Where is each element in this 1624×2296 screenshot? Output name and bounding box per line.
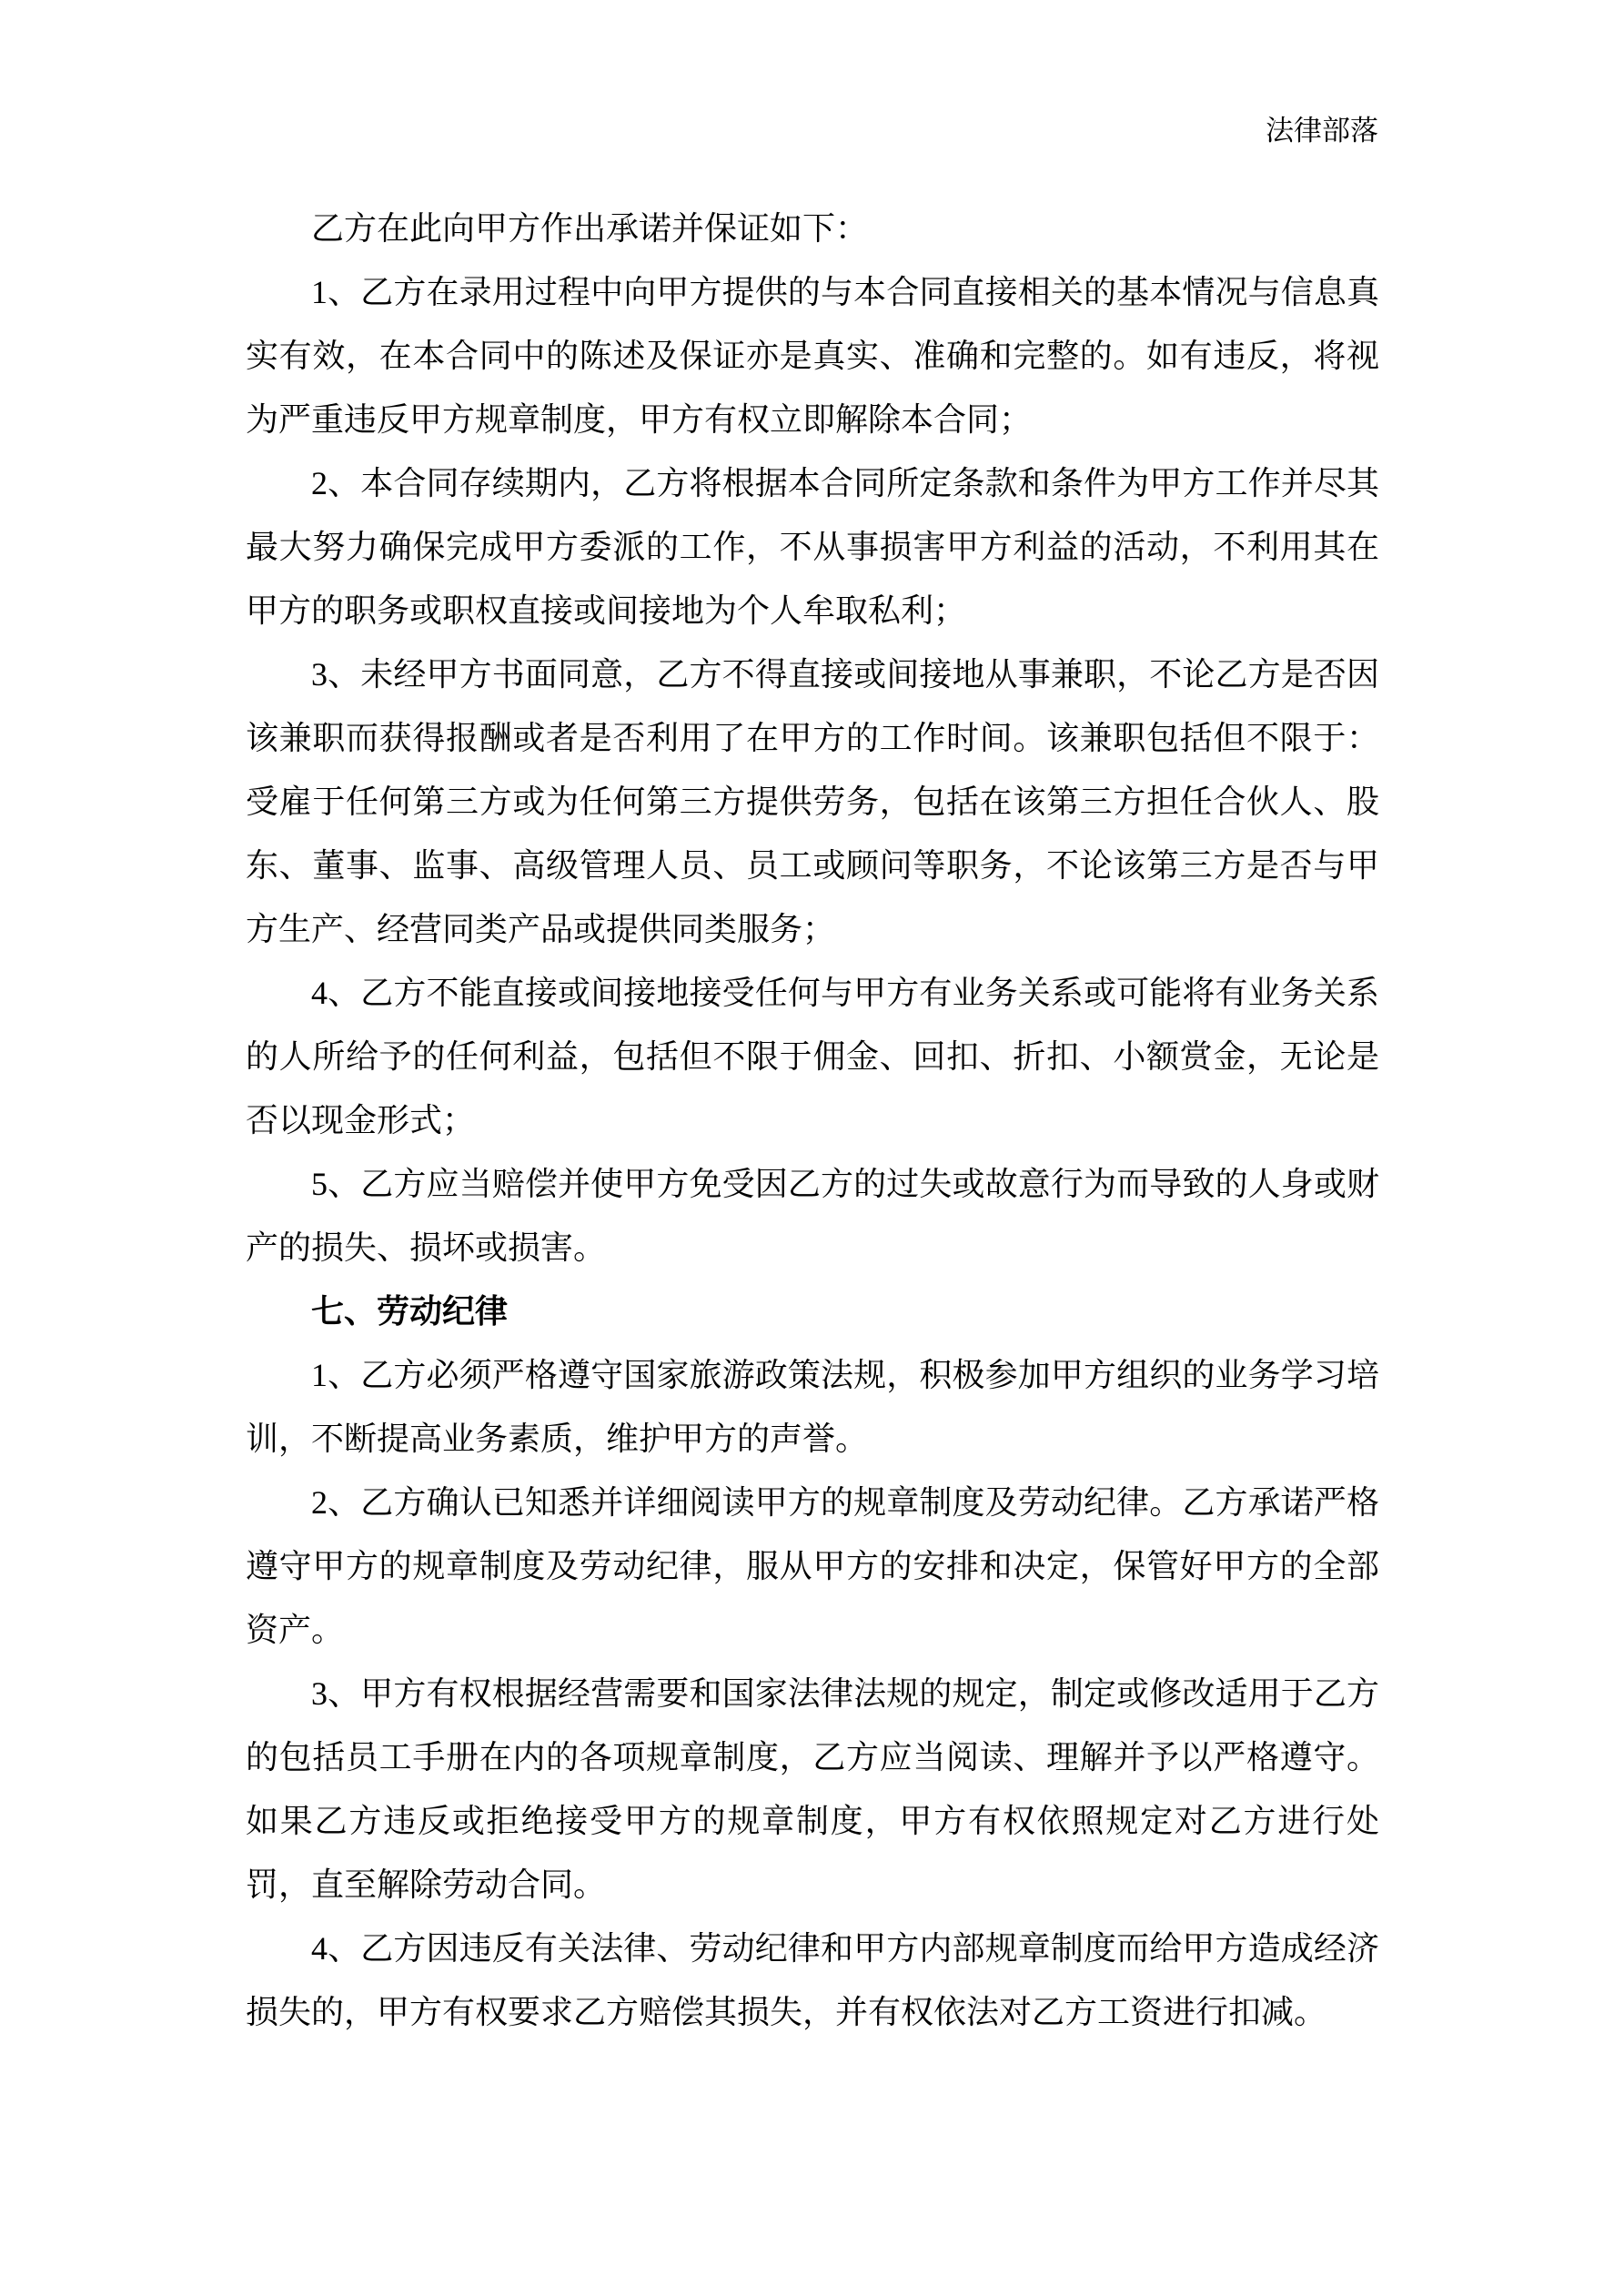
contract-paragraph: 2、乙方确认已知悉并详细阅读甲方的规章制度及劳动纪律。乙方承诺严格遵守甲方的规章制度及劳动纪律，服从甲方的安排和决定，保管好甲方的全部资产。 [246, 1484, 1379, 1648]
section-heading: 七、劳动纪律 [311, 1292, 509, 1330]
contract-paragraph: 2、本合同存续期内，乙方将根据本合同所定条款和条件为甲方工作并尽其最大努力确保完成甲方委派的工作，不从事损害甲方利益的活动，不利用其在甲方的职务或职权直接或间接地为个人牟取私利； [246, 465, 1379, 629]
contract-paragraph: 乙方在此向甲方作出承诺并保证如下： [311, 210, 869, 247]
contract-paragraph: 3、甲方有权根据经营需要和国家法律法规的规定，制定或修改适用于乙方的包括员工手册在内的各项规章制度，乙方应当阅读、理解并予以严格遵守。如果乙方违反或拒绝接受甲方的规章制度，甲方有权依照规定对乙方进行处罚，直至解除劳动合同。 [246, 1675, 1379, 1903]
contract-paragraph: 4、乙方不能直接或间接地接受任何与甲方有业务关系或可能将有业务关系的人所给予的任何利益，包括但不限于佣金、回扣、折扣、小额赏金，无论是否以现金形式； [246, 975, 1379, 1138]
contract-paragraph: 1、乙方在录用过程中向甲方提供的与本合同直接相关的基本情况与信息真实有效，在本合同中的陈述及保证亦是真实、准确和完整的。如有违反，将视为严重违反甲方规章制度，甲方有权立即解除本合同； [246, 274, 1379, 438]
brand-label: 法律部落 [1266, 115, 1378, 147]
contract-paragraph: 3、未经甲方书面同意，乙方不得直接或间接地从事兼职，不论乙方是否因该兼职而获得报酬或者是否利用了在甲方的工作时间。该兼职包括但不限于：受雇于任何第三方或为任何第三方提供劳务，包括在该第三方担任合伙人、股东、董事、监事、高级管理人员、员工或顾问等职务，不论该第三方是否与甲方生产、经营同类产品或提供同类服务； [246, 656, 1379, 947]
contract-paragraph: 1、乙方必须严格遵守国家旅游政策法规，积极参加甲方组织的业务学习培训，不断提高业务素质，维护甲方的声誉。 [246, 1357, 1379, 1457]
contract-paragraph: 5、乙方应当赔偿并使甲方免受因乙方的过失或故意行为而导致的人身或财产的损失、损坏或损害。 [246, 1166, 1379, 1266]
contract-paragraph: 4、乙方因违反有关法律、劳动纪律和甲方内部规章制度而给甲方造成经济损失的，甲方有权要求乙方赔偿其损失，并有权依法对乙方工资进行扣减。 [246, 1930, 1379, 2030]
contract-body [246, 197, 1379, 2044]
